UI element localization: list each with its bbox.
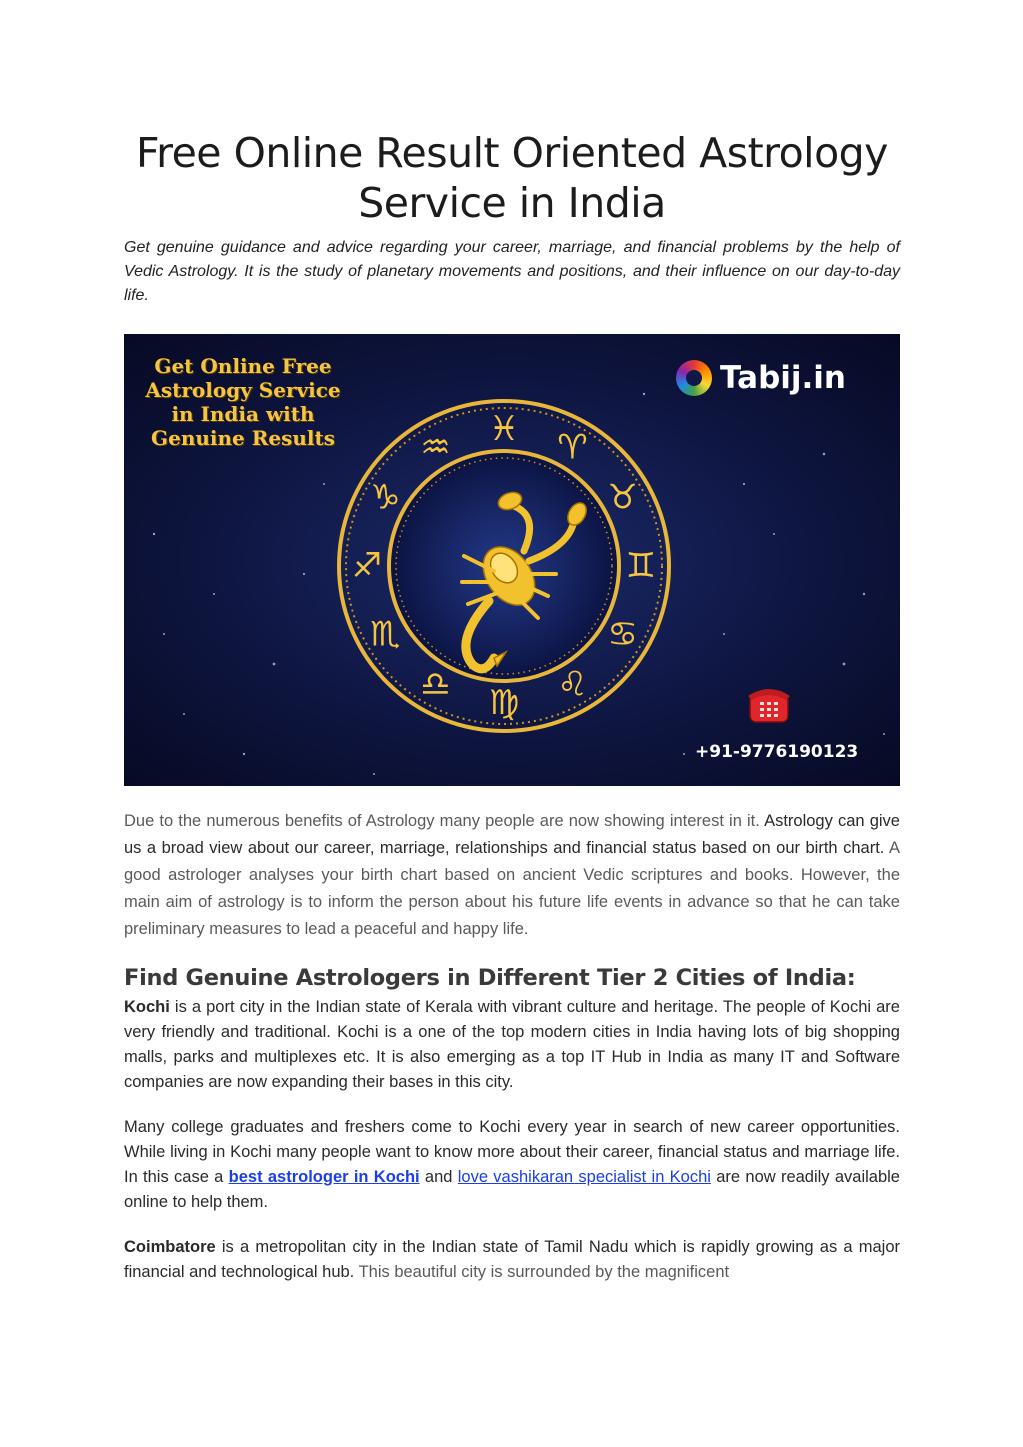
page-title: Free Online Result Oriented Astrology Service in India — [136, 129, 888, 227]
zodiac-sign-icon: ♐ — [351, 546, 383, 586]
benefits-text-1: Due to the numerous benefits of Astrology many people are now showing interest in it. — [124, 812, 760, 830]
coimbatore-text: is a metropolitan city in the Indian state of Tamil Nadu which is rapidly growing as a major financial and technological hub. — [124, 1238, 901, 1281]
document-page — [124, 128, 900, 1285]
astrology-banner-image — [124, 334, 900, 786]
banner-heading-line: Astrology Service — [145, 378, 341, 402]
banner-heading — [130, 354, 356, 450]
zodiac-sign-icon: ♒ — [420, 427, 451, 468]
zodiac-sign-icon: ♉ — [607, 477, 638, 518]
zodiac-sign-icon: ♋ — [607, 614, 638, 655]
zodiac-sign-icon: ♊ — [625, 546, 657, 586]
banner-heading-line: Get Online Free — [154, 354, 332, 378]
zodiac-sign-icon: ♍ — [488, 683, 520, 723]
benefits-text-3: A good astrologer analyses your birth chart based on ancient Vedic scriptures and books. However, the main aim of astrology is to inform the person about his future life events in advance so that he can take preliminary measures to lead a peaceful and happy life. — [124, 839, 900, 938]
kochi-city-name: Kochi — [124, 998, 170, 1016]
zodiac-sign-icon: ♈ — [557, 427, 588, 468]
graduates-end-text: are now readily available online to help them. — [124, 1168, 900, 1211]
best-astrologer-kochi-link[interactable]: best astrologer in Kochi — [228, 1168, 420, 1186]
color-wheel-logo-icon — [676, 360, 712, 396]
banner-heading-line: in India with — [171, 402, 315, 426]
telephone-icon — [746, 684, 792, 724]
phone-number: +91-9776190123 — [695, 742, 859, 762]
and-text: and — [424, 1168, 453, 1186]
zodiac-sign-icon: ♓ — [488, 409, 520, 449]
love-vashikaran-specialist-link[interactable]: love vashikaran specialist in Kochi — [457, 1168, 711, 1186]
graduates-paragraph — [124, 1115, 900, 1215]
section-heading: Find Genuine Astrologers in Different Tier 2 Cities of India: — [124, 965, 856, 991]
brand-name: Tabij.in — [720, 360, 846, 396]
coimbatore-paragraph — [124, 1235, 900, 1285]
zodiac-sign-icon: ♎ — [420, 664, 451, 705]
zodiac-sign-icon: ♌ — [557, 664, 588, 705]
zodiac-wheel — [334, 396, 674, 736]
kochi-paragraph — [124, 995, 900, 1095]
benefits-text-2: Astrology can give us a broad view about our career, marriage, relationships and financial status based on our birth chart. — [124, 812, 900, 857]
coimbatore-tail-text: This beautiful city is surrounded by the magnificent — [358, 1263, 730, 1281]
intro-paragraph: Get genuine guidance and advice regarding your career, marriage, and financial problems by the help of Vedic Astrology. It is the study of planetary movements and positions, and their influence on our day-to-day life. — [124, 239, 900, 304]
zodiac-sign-icon: ♏ — [370, 614, 401, 655]
kochi-text: is a port city in the Indian state of Kerala with vibrant culture and heritage. The people of Kochi are very friendly and traditional. Kochi is a one of the top modern cities in India having lots of big shopping malls, parks and multiplexes etc. It is also emerging as a top IT Hub in India as many IT and Software companies are now expanding their bases in this city. — [124, 998, 900, 1091]
zodiac-sign-icon: ♑ — [370, 477, 401, 518]
benefits-paragraph — [124, 808, 900, 943]
coimbatore-city-name: Coimbatore — [124, 1238, 216, 1256]
banner-heading-line: Genuine Results — [151, 426, 335, 450]
graduates-text: Many college graduates and freshers come to Kochi every year in search of new career opportunities. While living in Kochi many people want to know more about their career, financial status and marriage life. In this case a — [124, 1118, 900, 1186]
brand-logo-block — [676, 360, 846, 396]
